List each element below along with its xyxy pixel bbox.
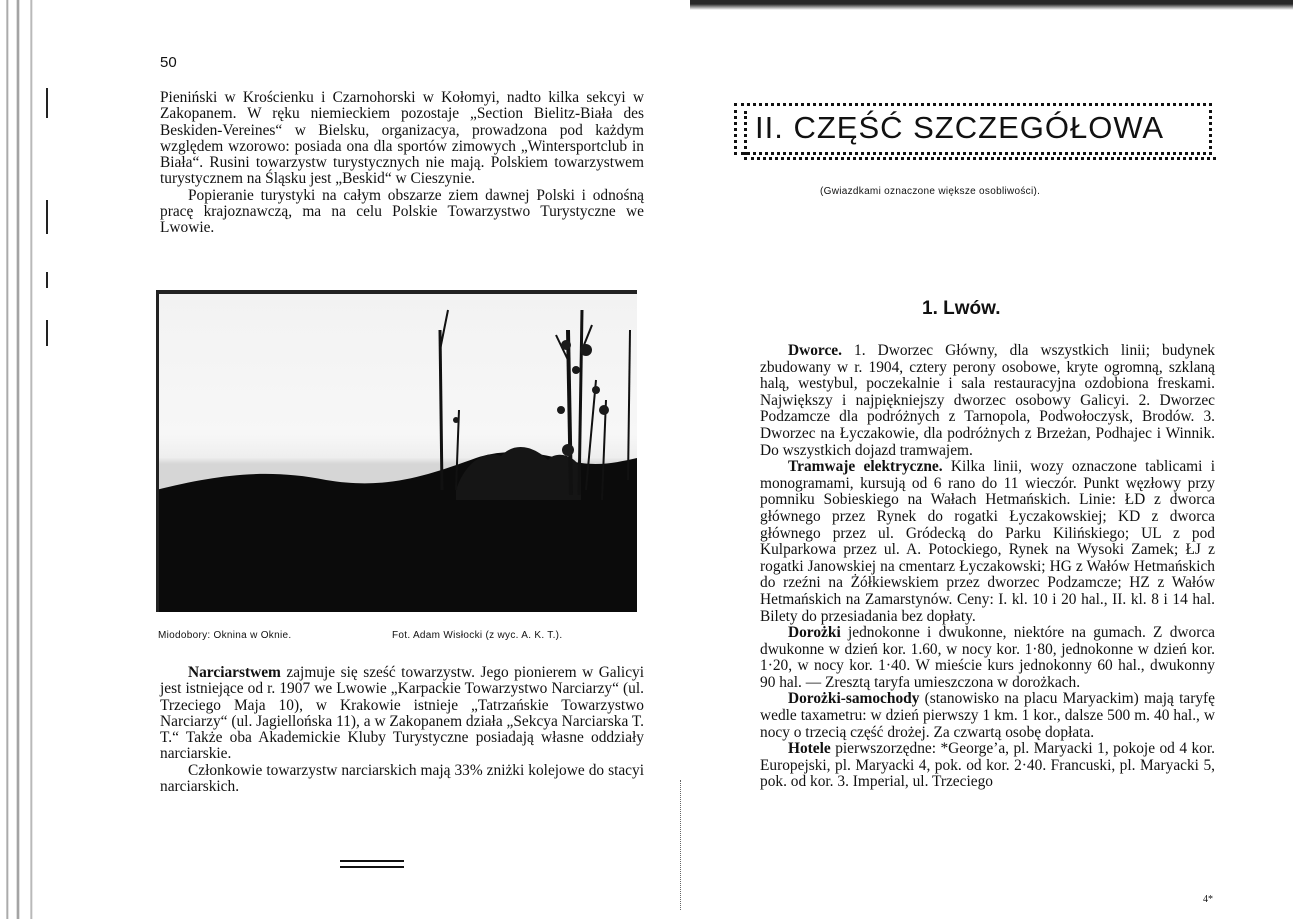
paragraph-samochody [760, 691, 1215, 741]
skiing-text-block [160, 665, 644, 795]
photo-drawing [156, 290, 637, 612]
skiing-lead: Narciarstwem [188, 664, 281, 681]
photo-caption-left: Miodobory: Oknina w Oknie. [158, 630, 292, 641]
lead-dorozki: Dorożki [788, 624, 841, 642]
section-title: 1. Lwów. [922, 298, 1001, 319]
skiing-paragraph [160, 665, 644, 763]
paragraph-hotele [760, 741, 1215, 791]
lead-samochody: Dorożki-samochody [788, 690, 920, 708]
text-dorozki: jednokonne i dwukonne, niektóre na gumach. Z dworca dwukonne w dzień kor. 1.60, w nocy kor. 1·80, jednokonne w dzień kor. 1·20, w nocy kor. 1·40. W mieście kurs jednokonny 60 hal., dwukonny 90 hal. — Zresztą taryfa umieszczona w dorożkach. [760, 624, 1215, 691]
text-tramwaje: Kilka linii, wozy oznaczone tablicami i monogramami, kursują od 6 rano do 11 wieczór. Punkt węzłowy przy pomniku Sobieskiego na Wałach Hetmańskich. Linie: ŁD z dworca głównego przez Rynek do rogatki Łyczakowskiej; KD z dworca głównego przez ul. Gródecką do Parku Kilińskiego; UL z pod Kulparkowa przez ul. A. Potockiego, Rynek na Wysoki Zamek; ŁJ z rogatki Janowskiej na cmentarz Łyczakowski; HG z Wałów Hetmańskich do rzeźni na Żółkiewskiem przez dworzec Podzamcze; HZ z Wałów Hetmańskich na Zamarstynów. Ceny: I. kl. 10 i 20 hal., II. kl. 8 i 14 hal. Bilety do przesiadania bez dopłaty. [760, 458, 1215, 625]
lwow-text-block [760, 343, 1215, 791]
skiing-paragraph-2: Członkowie towarzystw narciarskich mają 33% zniżki kolejowe do stacyi narciarskich. [160, 761, 644, 796]
end-double-rule [340, 860, 404, 872]
lead-dworce: Dworce. [788, 342, 842, 359]
skiing-text: zajmuje się sześć towarzystw. Jego pionierem w Galicyi jest istniejące od r. 1907 we Lwowie „Karpackie Towarzystwo Narciarzy“ (ul. Trzeciego Maja 10), w Krakowie istnieje „Tatrzańskie Towarzystwo Narciarzy“ (ul. Jagiellońska 11), a w Zakopanem działa „Sekcya Narciarska T. T.“ Także oba Akademickie Kluby Turystyczne posiadają własne oddziały narciarskie. [160, 664, 644, 763]
paragraph-dworce [760, 343, 1215, 459]
intro-paragraph-2: Popieranie turystyki na całym obszarze ziem dawnej Polski i odnośną pracę krajoznawczą, ma na celu Polskie Towarzystwo Turystyczne we Lwowie. [160, 186, 644, 237]
title-frame [734, 103, 1212, 155]
intro-text-block [160, 90, 644, 237]
page-number: 50 [160, 54, 177, 71]
text-samochody: (stanowisko na placu Maryackim) mają taryfę wedle taxametru: w dzień pierwszy 1 km. 1 kor., dalsze 500 m. 40 hal., w nocy o trzecią część drożej. Za czwartą osobę dopłata. [760, 690, 1215, 741]
scan-top-shadow [690, 0, 1293, 10]
asterisk-note: (Gwiazdkami oznaczone większe osobliwości). [820, 186, 1041, 197]
part-title: II. CZĘŚĆ SZCZEGÓŁOWA [755, 110, 1165, 145]
paragraph-tramwaje [760, 459, 1215, 625]
text-dworce: 1. Dworzec Główny, dla wszystkich linii; budynek zbudowany w r. 1904, cztery perony osobowe, kryte ogromną, szklaną halą, westybul, poczekalnie i sala restauracyjna ozdobiona freskami. Największy i najpiękniejszy dworzec osobowy Galicyi. 2. Dworzec Podzamcze dla podróżnych z Tarnopola, Podwołoczysk, Brodów. 3. Dworzec na Łyczakowie, dla podróżnych z Brzeżan, Podhajec i Winnik. Do wszystkich dojazd tramwajem. [760, 342, 1215, 459]
text-hotele: pierwszorzędne: *George’a, pl. Maryacki 1, pokoje od 4 kor. Europejski, pl. Maryacki 4, pok. od kor. 2·40. Francuski, pl. Maryacki 5, pok. od kor. 3. Imperial, ul. Trzeciego [760, 740, 1215, 791]
lead-tramwaje: Tramwaje elektryczne. [788, 458, 943, 476]
landscape-photo [156, 290, 637, 612]
photo-caption-right: Fot. Adam Wisłocki (z wyc. A. K. T.). [392, 630, 563, 641]
lead-hotele: Hotele [788, 740, 831, 758]
signature-mark: 4* [1203, 894, 1213, 905]
paragraph-dorozki [760, 625, 1215, 691]
intro-paragraph: Pieniński w Krościenku i Czarnohorski w Kołomyi, nadto kilka sekcyi w Zakopanem. W ręku niemieckiem pozostaje „Section Bielitz-Biała des Beskiden-Vereines“ w Bielsku, organizacya, prowadzona pod każdym względem wzorowo: posiada ona dla sportów zimowych „Wintersportclub in Biała“. Rusini towarzystw turystycznych nie mają. Polskiem towarzystwem turystycznem na Śląsku jest „Beskid“ w Cieszynie. [160, 89, 644, 188]
gutter-line [680, 780, 682, 910]
